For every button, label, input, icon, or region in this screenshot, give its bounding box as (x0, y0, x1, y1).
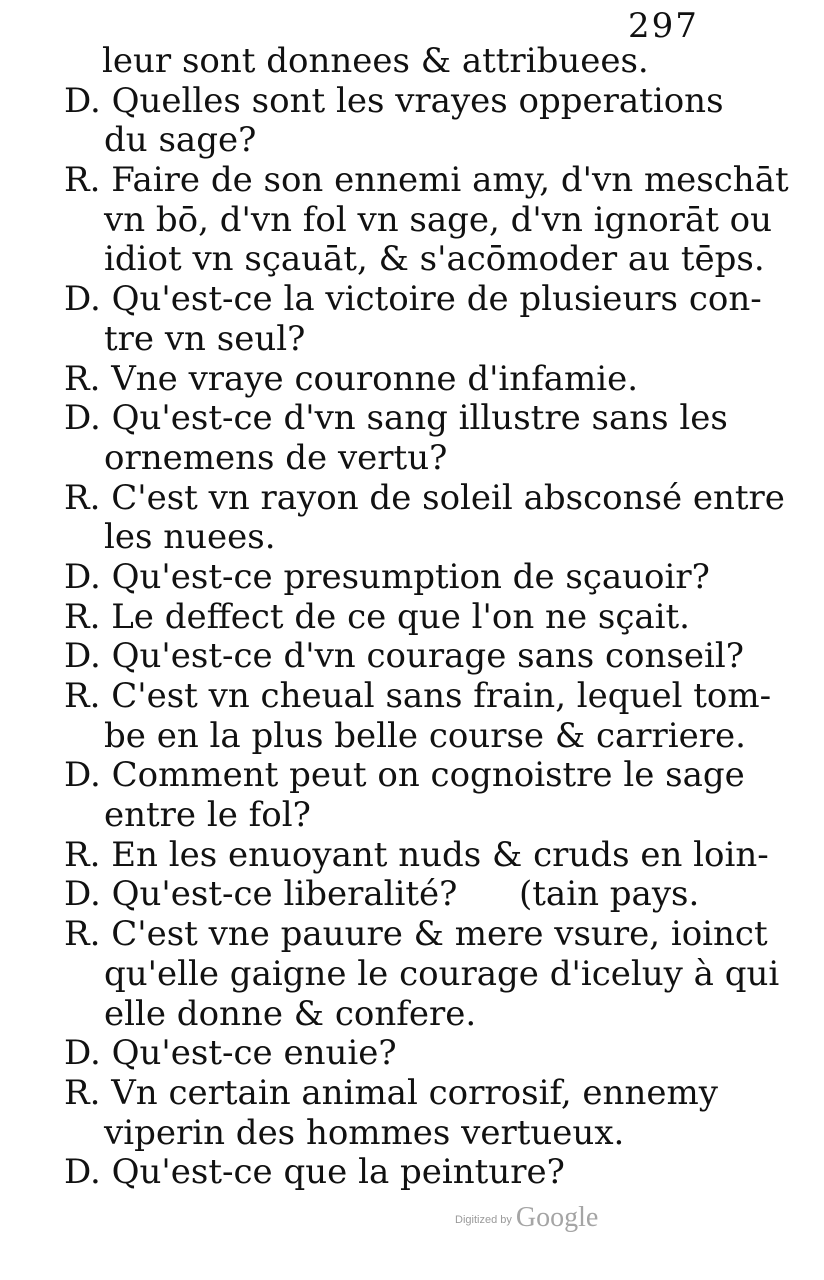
text-line: D. Qu'est-ce que la peinture? (64, 1152, 565, 1193)
text-line: R. En les enuoyant nuds & cruds en loin- (64, 834, 769, 875)
text-line: du sage? (104, 120, 257, 161)
text-line: R. Le deffect de ce que l'on ne sçait. (64, 596, 690, 637)
text-line: viperin des hommes vertueux. (104, 1112, 625, 1153)
text-line (64, 875, 704, 915)
text-line: tre vn seul? (104, 318, 306, 359)
text-line: R. Vn certain animal corrosif, ennemy (64, 1072, 718, 1113)
text-line: les nuees. (104, 517, 276, 558)
text-line: D. Qu'est-ce presumption de sçauoir? (64, 556, 710, 597)
page-number: 297 (628, 6, 699, 46)
text-line: D. Qu'est-ce d'vn sang illustre sans les (64, 398, 728, 439)
digitized-watermark (455, 1202, 598, 1234)
text-line: be en la plus belle course & carriere. (104, 715, 746, 756)
text-line: R. C'est vn rayon de soleil absconsé entre (64, 477, 785, 518)
text-line: R. Vne vraye couronne d'infamie. (64, 358, 639, 399)
text-line: entre le fol? (104, 795, 311, 836)
text-line-continuation: (tain pays. (519, 874, 700, 915)
page-body (64, 41, 789, 1193)
text-line: R. Faire de son ennemi amy, d'vn meschāt (64, 160, 789, 201)
text-line: R. C'est vn cheual sans frain, lequel tom- (64, 676, 772, 716)
text-line: idiot vn sçauāt, & s'acōmoder au tēps. (104, 239, 765, 280)
text-line: D. Qu'est-ce enuie? (64, 1033, 397, 1074)
text-line-main: D. Qu'est-ce liberalité? (64, 874, 458, 915)
text-line: elle donne & confere. (104, 993, 477, 1034)
text-line: R. C'est vne pauure & mere vsure, ioinct (64, 914, 768, 955)
text-line: D. Comment peut on cognoistre le sage (64, 755, 745, 796)
text-line: leur sont donnees & attribuees. (102, 41, 649, 81)
text-line: D. Qu'est-ce d'vn courage sans conseil? (64, 636, 744, 677)
digitized-by-label: Digitized by (455, 1214, 512, 1226)
google-logo: Google (515, 1202, 599, 1233)
text-line: ornemens de vertu? (104, 437, 448, 478)
text-line: D. Qu'est-ce la victoire de plusieurs con- (64, 279, 762, 320)
text-line: qu'elle gaigne le courage d'iceluy à qui (104, 953, 780, 994)
text-line: vn bō, d'vn fol vn sage, d'vn ignorāt ou (104, 199, 773, 240)
text-line: D. Quelles sont les vrayes opperations (64, 80, 724, 121)
